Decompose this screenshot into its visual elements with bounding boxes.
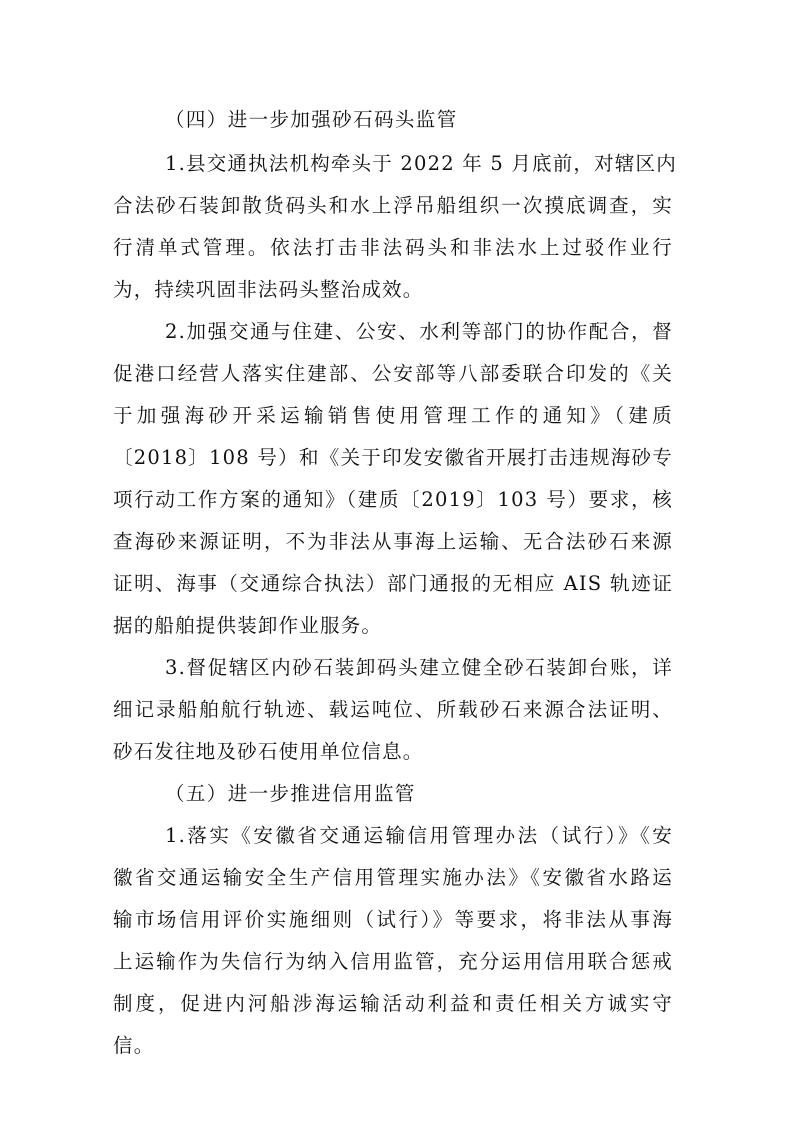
paragraph-line: 1.县交通执法机构牵头于 2022 年 5 月底前，对辖区内	[165, 152, 677, 175]
paragraph-line: 促港口经营人落实住建部、公安部等八部委联合印发的《关	[113, 362, 673, 385]
paragraph-line: 3.督促辖区内砂石装卸码头建立健全砂石装卸台账，详	[165, 656, 673, 679]
paragraph-line: 信。	[113, 1034, 155, 1057]
paragraph-line: 细记录船舶航行轨迹、载运吨位、所载砂石来源合法证明、	[113, 698, 673, 721]
paragraph-line: 〔2018〕108 号）和《关于印发安徽省开展打击违规海砂专	[113, 446, 673, 469]
paragraph-line: 输市场信用评价实施细则（试行）》等要求，将非法从事海	[113, 908, 673, 931]
paragraph-line: 制度，促进内河船涉海运输活动利益和责任相关方诚实守	[113, 992, 673, 1015]
paragraph-line: 砂石发往地及砂石使用单位信息。	[113, 740, 424, 763]
section-heading-5: （五）进一步推进信用监管	[165, 782, 416, 805]
paragraph-line: 行清单式管理。依法打击非法码头和非法水上过驳作业行	[113, 236, 673, 259]
paragraph-line: 于加强海砂开采运输销售使用管理工作的通知》（建质	[113, 404, 673, 427]
paragraph-line: 1.落实《安徽省交通运输信用管理办法（试行）》《安	[165, 824, 673, 847]
paragraph-line: 项行动工作方案的通知》（建质〔2019〕103 号）要求，核	[113, 488, 673, 511]
paragraph-line: 据的船舶提供装卸作业服务。	[113, 614, 383, 637]
paragraph-line: 上运输作为失信行为纳入信用监管，充分运用信用联合惩戒	[113, 950, 673, 973]
paragraph-line: 2.加强交通与住建、公安、水利等部门的协作配合，督	[165, 320, 673, 343]
paragraph-line: 合法砂石装卸散货码头和水上浮吊船组织一次摸底调查，实	[113, 194, 673, 217]
paragraph-line: 证明、海事（交通综合执法）部门通报的无相应 AIS 轨迹证	[113, 572, 673, 595]
paragraph-line: 查海砂来源证明，不为非法从事海上运输、无合法砂石来源	[113, 530, 673, 553]
paragraph-line: 为，持续巩固非法码头整治成效。	[113, 278, 424, 301]
section-heading-4: （四）进一步加强砂石码头监管	[165, 108, 458, 131]
paragraph-line: 徽省交通运输安全生产信用管理实施办法》《安徽省水路运	[113, 866, 673, 889]
